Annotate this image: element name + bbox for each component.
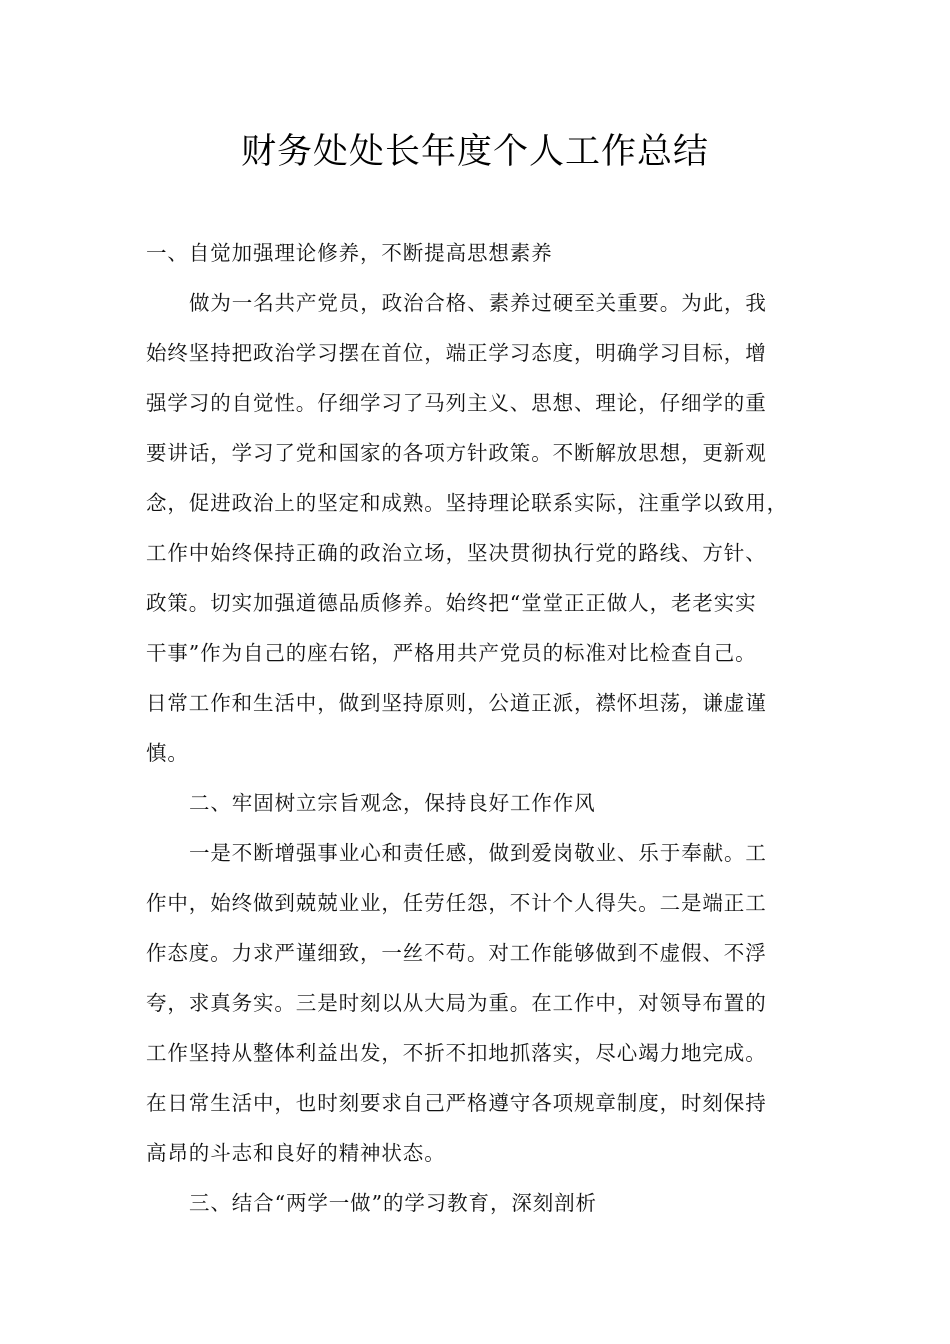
text-line: 政策。切实加强道德品质修养。始终把“堂堂正正做人，老老实实: [146, 591, 757, 615]
text-line: 要讲话，学习了党和国家的各项方针政策。不断解放思想，更新观: [146, 441, 767, 465]
text-line: 三、结合“两学一做”的学习教育，深刻剖析: [189, 1191, 597, 1215]
text-line: 夸，求真务实。三是时刻以从大局为重。在工作中，对领导布置的: [146, 991, 767, 1015]
text-line: 干事”作为自己的座右铭，严格用共产党员的标准对比检查自己。: [146, 641, 757, 665]
text-line: 高昂的斗志和良好的精神状态。: [146, 1141, 446, 1165]
text-line: 一、自觉加强理论修养，不断提高思想素养: [146, 241, 553, 265]
text-line: 作中，始终做到兢兢业业，任劳任怨，不计个人得失。二是端正工: [146, 891, 767, 915]
document-title: 财务处处长年度个人工作总结: [240, 132, 709, 172]
document-body: [146, 228, 836, 1228]
text-line: 二、牢固树立宗旨观念，保持良好工作作风: [189, 791, 596, 815]
text-line: 日常工作和生活中，做到坚持原则，公道正派，襟怀坦荡，谦虚谨: [146, 691, 767, 715]
text-line: 一是不断增强事业心和责任感，做到爱岗敬业、乐于奉献。工: [189, 841, 767, 865]
text-line: 作态度。力求严谨细致，一丝不苟。对工作能够做到不虚假、不浮: [146, 941, 767, 965]
text-line: 强学习的自觉性。仔细学习了马列主义、思想、理论，仔细学的重: [146, 391, 767, 415]
text-line: 在日常生活中，也时刻要求自己严格遵守各项规章制度，时刻保持: [146, 1091, 767, 1115]
text-line: 工作中始终保持正确的政治立场，坚决贯彻执行党的路线、方针、: [146, 541, 767, 565]
text-line: 念，促进政治上的坚定和成熟。坚持理论联系实际，注重学以致用，: [146, 491, 788, 515]
text-line: 做为一名共产党员，政治合格、素养过硬至关重要。为此，我: [189, 291, 767, 315]
text-line: 始终坚持把政治学习摆在首位，端正学习态度，明确学习目标，增: [146, 341, 767, 365]
text-line: 慎。: [146, 741, 189, 765]
text-line: 工作坚持从整体利益出发，不折不扣地抓落实，尽心竭力地完成。: [146, 1041, 767, 1065]
